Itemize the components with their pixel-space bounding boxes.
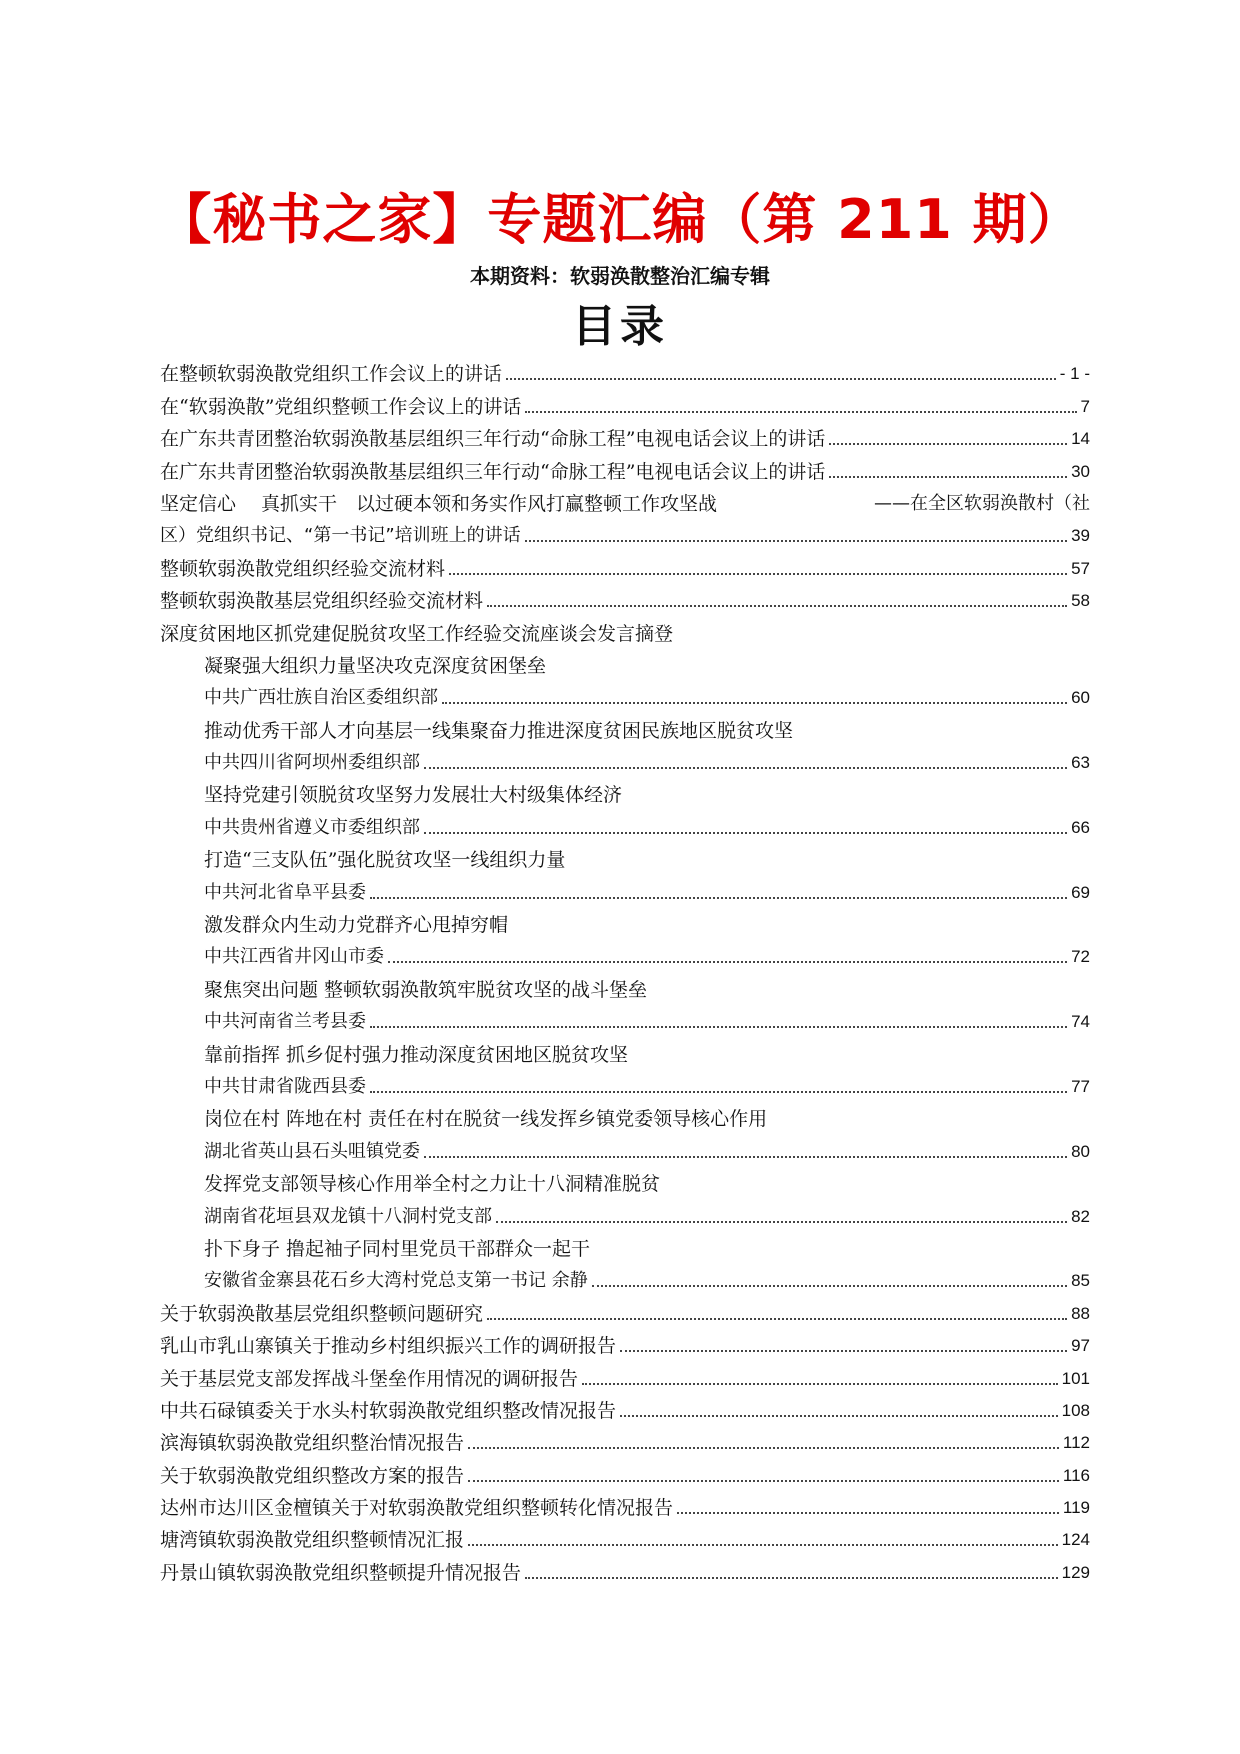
toc-entry-title: 关于基层党支部发挥战斗堡垒作用情况的调研报告 [160,1367,579,1390]
toc-entry[interactable] [160,1457,1090,1489]
leader-dots [525,1577,1058,1579]
toc-entry-page: 39 [1071,526,1090,546]
table-of-contents [160,356,1090,1587]
toc-entry-page: 77 [1071,1076,1090,1096]
toc-subentry-title[interactable] [160,1166,1090,1198]
toc-subentry-title[interactable] [160,712,1090,744]
toc-subentry-title-text: 聚焦突出问题 整顿软弱涣散筑牢脱贫攻坚的战斗堡垒 [204,978,648,1001]
toc-entry-title: 乳山市乳山寨镇关于推动乡村组织振兴工作的调研报告 [160,1335,617,1358]
toc-entry-page: 58 [1071,591,1090,611]
toc-subentry-title-text: 推动优秀干部人才向基层一线集聚奋力推进深度贫困民族地区脱贫攻坚 [204,719,794,742]
toc-entry-page: 82 [1071,1206,1090,1226]
leader-dots [582,1383,1058,1385]
toc-subentry-title-text: 靠前指挥 抓乡促村强力推动深度贫困地区脱贫攻坚 [204,1043,629,1066]
leader-dots [829,443,1067,445]
toc-entry-page: 14 [1071,429,1090,449]
leader-dots [388,961,1067,963]
toc-entry[interactable] [160,1393,1090,1425]
toc-subentry-title-text: 凝聚强大组织力量坚决攻克深度贫困堡垒 [204,654,547,677]
leader-dots [424,767,1067,769]
toc-entry-title: 坚定信心 真抓实干 以过硬本领和务实作风打赢整顿工作攻坚战 [160,492,718,515]
toc-entry-page: 88 [1071,1303,1090,1323]
leader-dots [424,1156,1067,1158]
toc-subentry-title-text: 激发群众内生动力党群齐心甩掉穷帽 [204,914,509,937]
toc-entry-page: 119 [1062,1498,1090,1518]
toc-entry[interactable] [160,421,1090,453]
toc-entry[interactable] [160,1554,1090,1586]
toc-entry-title: 在广东共青团整治软弱涣散基层组织三年行动“命脉工程”电视电话会议上的讲话 [160,428,826,451]
leader-dots [468,1480,1059,1482]
toc-subentry-title-text: 打造“三支队伍”强化脱贫攻坚一线组织力量 [204,849,566,872]
toc-subentry-org-text: 中共广西壮族自治区委组织部 [204,687,438,709]
document-title: 【秘书之家】专题汇编（第 211 期） [157,188,1083,251]
toc-subentry-org-text: 中共江西省井冈山市委 [204,946,384,968]
toc-entry-page: 108 [1061,1400,1090,1420]
toc-subentry-org-text: 安徽省金寨县花石乡大湾村党总支第一书记 余静 [204,1270,588,1292]
toc-entry-title: 在整顿软弱涣散党组织工作会议上的讲话 [160,363,503,386]
toc-entry[interactable] [160,1522,1090,1554]
toc-subentry-org[interactable] [160,1198,1090,1230]
leader-dots [677,1512,1059,1514]
leader-dots [506,378,1056,380]
toc-entry[interactable] [160,1425,1090,1457]
leader-dots [525,540,1067,542]
leader-dots [442,702,1067,704]
toc-entry-page: 30 [1071,461,1090,481]
toc-subentry-org-text: 中共甘肃省陇西县委 [204,1075,366,1097]
leader-dots [620,1350,1067,1352]
toc-subentry-title[interactable] [160,907,1090,939]
toc-subentry-title-text: 岗位在村 阵地在村 责任在村在脱贫一线发挥乡镇党委领导核心作用 [204,1108,768,1131]
toc-subentry-org-text: 湖南省花垣县双龙镇十八洞村党支部 [204,1205,492,1227]
toc-subentry-org[interactable] [160,809,1090,841]
toc-entry[interactable] [160,583,1090,615]
leader-dots [620,1415,1058,1417]
toc-entry[interactable] [160,1490,1090,1522]
toc-subentry-title[interactable] [160,1231,1090,1263]
toc-entry[interactable] [160,550,1090,582]
toc-entry-page: 129 [1061,1562,1090,1582]
toc-subentry-org[interactable] [160,1004,1090,1036]
toc-entry-line2[interactable] [160,518,1090,550]
toc-subentry-title[interactable] [160,1101,1090,1133]
toc-entry-page: 7 [1080,396,1090,416]
toc-subentry-org[interactable] [160,745,1090,777]
toc-entry-title: 在广东共青团整治软弱涣散基层组织三年行动“命脉工程”电视电话会议上的讲话 [160,460,826,483]
leader-dots [370,897,1067,899]
toc-entry-page: 124 [1061,1530,1090,1550]
toc-subentry-org-text: 中共河北省阜平县委 [204,881,366,903]
toc-entry-page: 74 [1071,1012,1090,1032]
toc-subentry-org-text: 湖北省英山县石头咀镇党委 [204,1140,420,1162]
toc-entry-page: 101 [1061,1368,1090,1388]
toc-subentry-title[interactable] [160,1036,1090,1068]
toc-heading: 目录 [572,301,668,352]
leader-dots [525,411,1076,413]
toc-entry-title: 达州市达川区金檀镇关于对软弱涣散党组织整顿转化情况报告 [160,1497,674,1520]
toc-entry-line1[interactable] [160,486,1090,518]
toc-entry-page: - 1 - [1059,364,1090,384]
toc-entry-page: 66 [1071,817,1090,837]
leader-dots [829,476,1067,478]
toc-entry-page: 112 [1062,1433,1090,1453]
toc-subentry-org[interactable] [160,680,1090,712]
toc-subentry-org[interactable] [160,1069,1090,1101]
toc-section-title: 深度贫困地区抓党建促脱贫攻坚工作经验交流座谈会发言摘登 [160,622,674,645]
toc-entry-page: 60 [1071,688,1090,708]
toc-entry[interactable] [160,388,1090,420]
toc-subentry-org-text: 中共贵州省遵义市委组织部 [204,816,420,838]
toc-entry-title: 在“软弱涣散”党组织整顿工作会议上的讲话 [160,395,522,418]
leader-dots [468,1544,1058,1546]
toc-entry-page: 72 [1071,947,1090,967]
leader-dots [592,1285,1067,1287]
document-subtitle: 本期资料：软弱涣散整治汇编专辑 [470,264,770,288]
toc-entry-page: 80 [1071,1141,1090,1161]
toc-entry[interactable] [160,1295,1090,1327]
toc-subentry-title[interactable] [160,842,1090,874]
toc-subentry-title-text: 扑下身子 撸起袖子同村里党员干部群众一起干 [204,1237,591,1260]
leader-dots [487,605,1067,607]
toc-entry-page: 85 [1071,1271,1090,1291]
toc-entry-page: 57 [1071,558,1090,578]
toc-entry-title-cont: 区）党组织书记、“第一书记”培训班上的讲话 [160,525,521,547]
toc-subentry-title-text: 发挥党支部领导核心作用举全村之力让十八洞精准脱贫 [204,1173,661,1196]
toc-subentry-org[interactable] [160,1263,1090,1295]
leader-dots [424,832,1067,834]
toc-entry-page: 63 [1071,753,1090,773]
toc-entry-page: 97 [1071,1336,1090,1356]
toc-entry-title: 中共石碌镇委关于水头村软弱涣散党组织整改情况报告 [160,1399,617,1422]
toc-entry-title: 丹景山镇软弱涣散党组织整顿提升情况报告 [160,1561,522,1584]
leader-dots [370,1026,1067,1028]
toc-subentry-title[interactable] [160,777,1090,809]
toc-entry-page: 69 [1071,882,1090,902]
toc-entry[interactable] [160,453,1090,485]
toc-subentry-title[interactable] [160,648,1090,680]
toc-entry[interactable] [160,356,1090,388]
toc-subentry-org-text: 中共四川省阿坝州委组织部 [204,752,420,774]
leader-dots [496,1221,1067,1223]
toc-entry-title: 整顿软弱涣散基层党组织经验交流材料 [160,590,484,613]
toc-subentry-org[interactable] [160,1133,1090,1165]
toc-entry-title: 整顿软弱涣散党组织经验交流材料 [160,557,446,580]
toc-entry[interactable] [160,1360,1090,1392]
toc-entry-title: 塘湾镇软弱涣散党组织整顿情况汇报 [160,1529,465,1552]
toc-subentry-org[interactable] [160,874,1090,906]
toc-entry-title: 滨海镇软弱涣散党组织整治情况报告 [160,1432,465,1455]
toc-subentry-org[interactable] [160,939,1090,971]
leader-dots [370,1091,1067,1093]
toc-entry-page: 116 [1062,1465,1090,1485]
toc-subentry-title[interactable] [160,971,1090,1003]
toc-subentry-org-text: 中共河南省兰考县委 [204,1011,366,1033]
toc-entry-title: 关于软弱涣散党组织整改方案的报告 [160,1464,465,1487]
toc-section-header[interactable] [160,615,1090,647]
leader-dots [449,573,1067,575]
toc-subentry-title-text: 坚持党建引领脱贫攻坚努力发展壮大村级集体经济 [204,784,623,807]
leader-dots [487,1318,1067,1320]
toc-entry-title-sub: ——在全区软弱涣散村（社 [874,492,1090,514]
toc-entry-title: 关于软弱涣散基层党组织整顿问题研究 [160,1302,484,1325]
leader-dots [468,1447,1059,1449]
toc-entry[interactable] [160,1328,1090,1360]
